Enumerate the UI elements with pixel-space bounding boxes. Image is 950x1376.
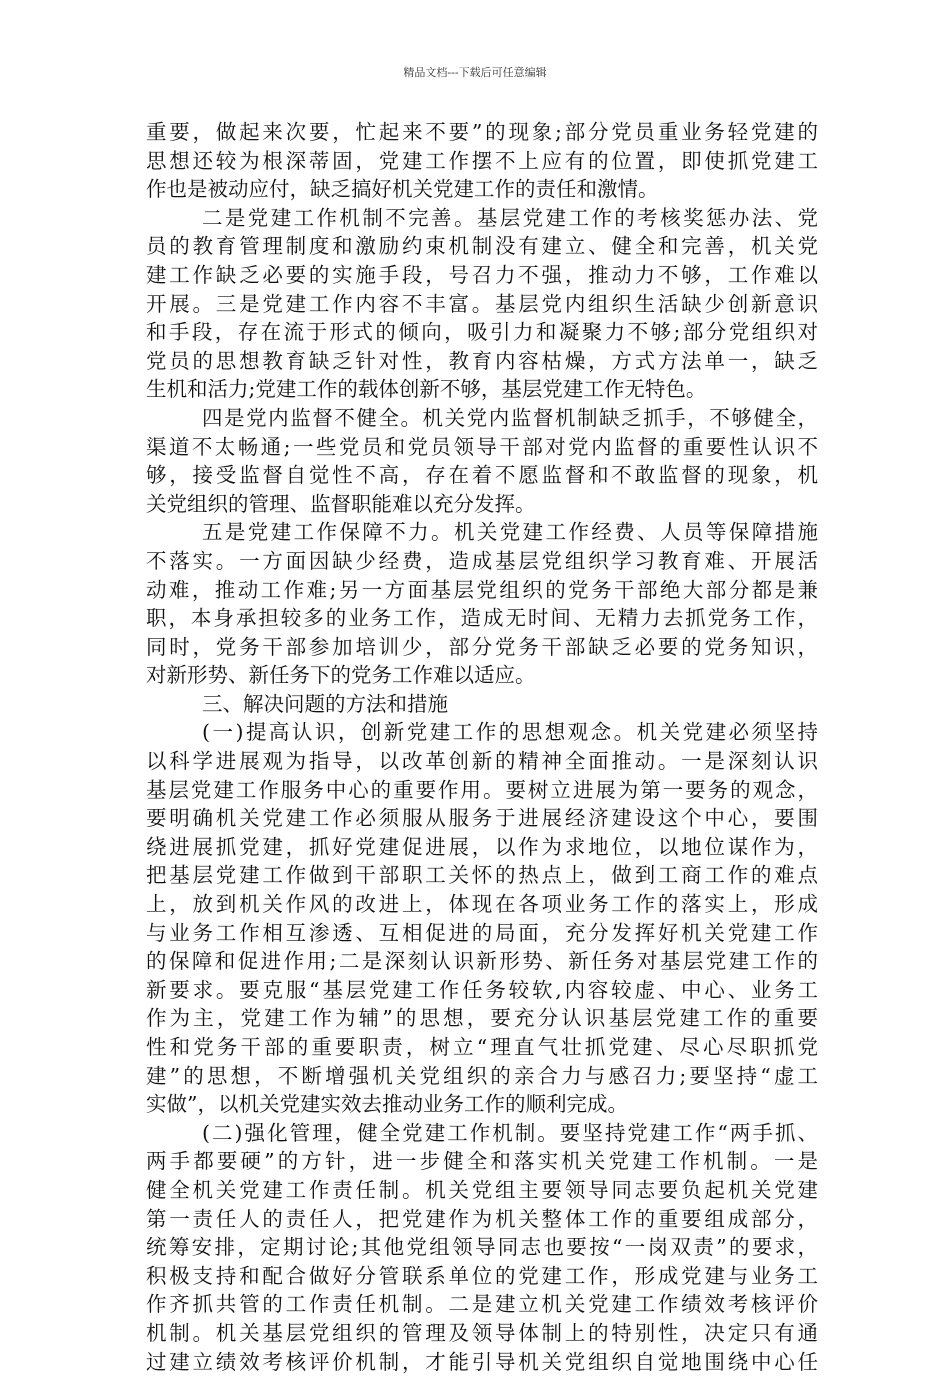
text-line: 五是党建工作保障不力。机关党建工作经费、人员等保障措施 [202,520,818,545]
text-line: 统筹安排，定期讨论;其他党组领导同志也要按“一岗双责”的要求， [146,1235,818,1260]
text-line: 党员的思想教育缺乏针对性，教育内容枯燥，方式方法单一，缺乏 [146,348,818,373]
text-line: 二是党建工作机制不完善。基层党建工作的考核奖惩办法、党 [202,205,818,230]
text-line: 过建立绩效考核评价机制，才能引导机关党组织自觉地围绕中心任 [146,1349,818,1374]
text-line: 关党组织的管理、监督职能难以充分发挥。 [146,491,536,516]
text-line: 健全机关党建工作责任制。机关党组主要领导同志要负起机关党建 [146,1177,818,1202]
text-line: 建工作缺乏必要的实施手段，号召力不强，推动力不够，工作难以 [146,262,818,287]
text-line: 把基层党建工作做到干部职工关怀的热点上，做到工商工作的难点 [146,863,818,888]
text-line: 开展。三是党建工作内容不丰富。基层党内组织生活缺少创新意识 [146,291,818,316]
text-line: 同时，党务干部参加培训少，部分党务干部缺乏必要的党务知识， [146,634,818,659]
page-header: 精品文档---下载后可任意编辑 [403,66,547,79]
text-line: 员的教育管理制度和激励约束机制没有建立、健全和完善，机关党 [146,234,818,259]
text-line: 生机和活力;党建工作的载体创新不够，基层党建工作无特色。 [146,377,707,402]
text-line: 建”的思想，不断增强机关党组织的亲合力与感召力;要坚持“虚工 [146,1063,818,1088]
text-line: (一)提高认识，创新党建工作的思想观念。机关党建必须坚持 [202,720,818,745]
text-line: 思想还较为根深蒂固，党建工作摆不上应有的位置，即使抓党建工 [146,148,818,173]
text-line: 作也是被动应付，缺乏搞好机关党建工作的责任和激情。 [146,177,659,202]
text-line: 绕进展抓党建，抓好党建促进展，以作为求地位，以地位谋作为， [146,834,818,859]
text-line: 职，本身承担较多的业务工作，造成无时间、无精力去抓党务工作， [146,606,818,631]
text-line: 与业务工作相互渗透、互相促进的局面，充分发挥好机关党建工作 [146,920,818,945]
text-line: 机制。机关基层党组织的管理及领导体制上的特别性，决定只有通 [146,1320,818,1345]
text-line: 的保障和促进作用;二是深刻认识新形势、新任务对基层党建工作的 [146,949,818,974]
text-line: 新要求。要克服“基层党建工作任务较软,内容较虚、中心、业务工 [146,977,818,1002]
text-line: 四是党内监督不健全。机关党内监督机制缺乏抓手，不够健全， [202,405,818,430]
text-line: 重要，做起来次要，忙起来不要”的现象;部分党员重业务轻党建的 [146,120,818,144]
text-line: 第一责任人的责任人，把党建作为机关整体工作的重要组成部分， [146,1206,818,1231]
text-line: 动难，推动工作难;另一方面基层党组织的党务干部绝大部分都是兼 [146,577,818,602]
text-line: 够，接受监督自觉性不高，存在着不愿监督和不敢监督的现象，机 [146,463,818,488]
text-line: 对新形势、新任务下的党务工作难以适应。 [146,663,536,688]
text-line: 性和党务干部的重要职责，树立“理直气壮抓党建、尽心尽职抓党 [146,1035,818,1059]
text-line: (二)强化管理，健全党建工作机制。要坚持党建工作“两手抓、 [202,1120,818,1145]
text-line: 上，放到机关作风的改进上，体现在各项业务工作的落实上，形成 [146,892,818,917]
text-line: 不落实。一方面因缺少经费，造成基层党组织学习教育难、开展活 [146,548,818,573]
text-line: 两手都要硬”的方针，进一步健全和落实机关党建工作机制。一是 [146,1149,818,1174]
text-line: 要明确机关党建工作必须服从服务于进展经济建设这个中心，要围 [146,806,818,831]
text-line: 作齐抓共管的工作责任机制。二是建立机关党建工作绩效考核评价 [146,1292,818,1317]
text-line: 三、解决问题的方法和措施 [202,691,448,716]
text-line: 作为主，党建工作为辅”的思想，要充分认识基层党建工作的重要 [146,1006,818,1031]
text-line: 以科学进展观为指导，以改革创新的精神全面推动。一是深刻认识 [146,749,818,774]
text-line: 和手段，存在流于形式的倾向，吸引力和凝聚力不够;部分党组织对 [146,320,818,345]
document-body [146,118,818,1376]
text-line: 基层党建工作服务中心的重要作用。要树立进展为第一要务的观念， [146,777,818,802]
text-line: 积极支持和配合做好分管联系单位的党建工作，形成党建与业务工 [146,1263,818,1288]
text-line: 渠道不太畅通;一些党员和党员领导干部对党内监督的重要性认识不 [146,434,818,459]
text-line: 实做”，以机关党建实效去推动业务工作的顺利完成。 [146,1092,628,1117]
